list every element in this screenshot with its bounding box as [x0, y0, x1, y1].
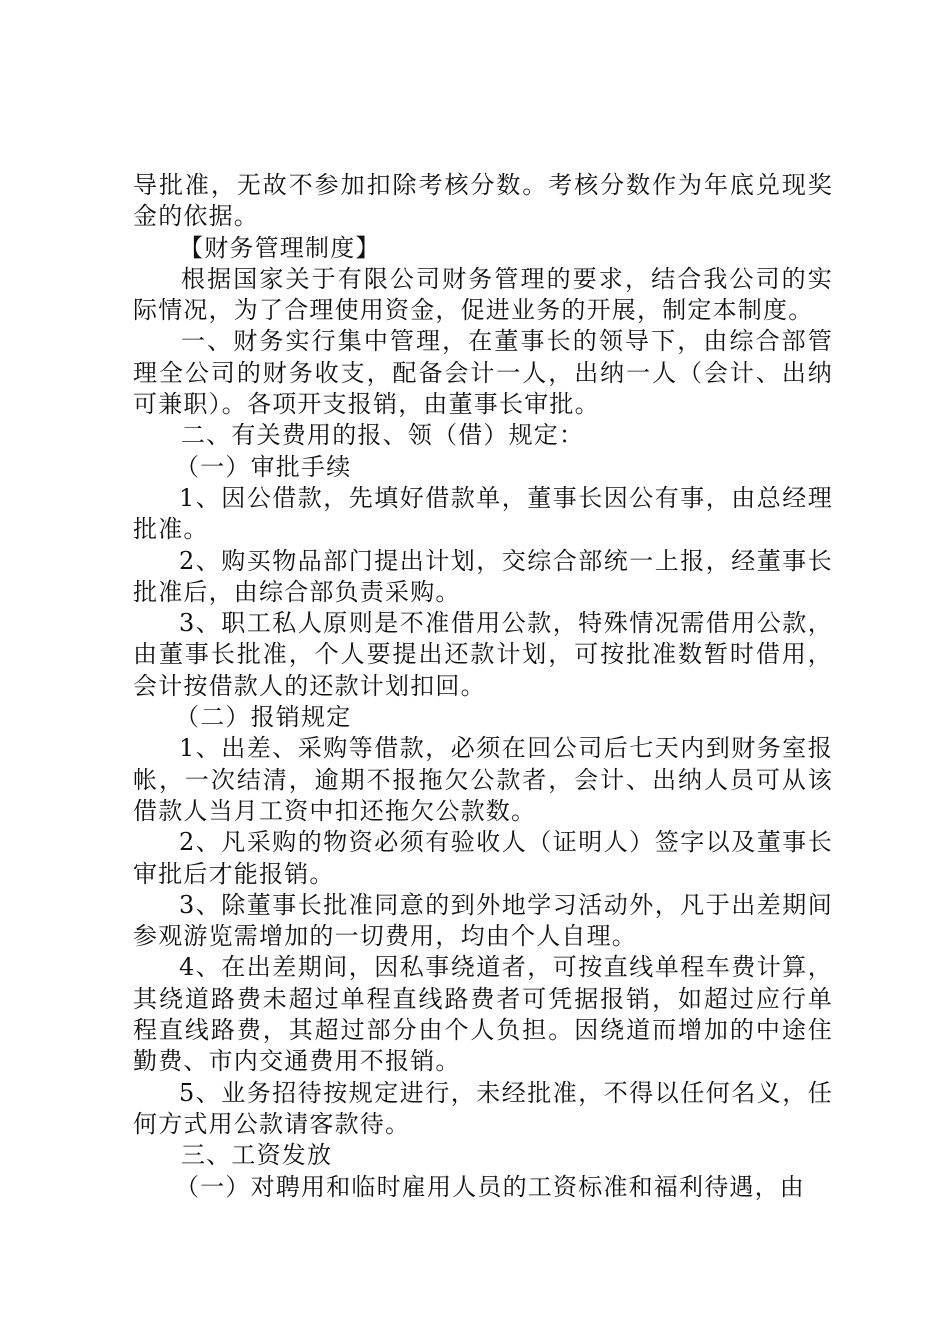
list-item: 3、职工私人原则是不准借用公款，特殊情况需借用公款，由董事长批准，个人要提出还款计划，可按批准数暂时借用，会计按借款人的还款计划扣回。	[133, 609, 833, 700]
paragraph-item-2: 二、有关费用的报、领（借）规定：	[181, 421, 585, 450]
list-item: 2、购买物品部门提出计划，交综合部统一上报，经董事长批准后，由综合部负责采购。	[133, 546, 833, 606]
paragraph-wage-subitem: （一）对聘用和临时雇用人员的工资标准和福利待遇，由	[175, 1172, 805, 1201]
list-item: 2、凡采购的物资必须有验收人（证明人）签字以及董事长审批后才能报销。	[133, 828, 833, 888]
paragraph-intro: 根据国家关于有限公司财务管理的要求，结合我公司的实际情况，为了合理使用资金，促进业务的开展，制定本制度。	[133, 264, 833, 325]
paragraph-continuation: 导批准，无故不参加扣除考核分数。考核分数作为年底兑现奖金的依据。	[133, 171, 833, 231]
list-item: 3、除董事长批准同意的到外地学习活动外，凡于出差期间参观游览需增加的一切费用，均由个人自理。	[133, 890, 833, 951]
document-body	[133, 170, 833, 1203]
subheading-reimbursement-rules: （二）报销规定	[175, 703, 352, 732]
list-item: 1、因公借款，先填好借款单，董事长因公有事，由总经理批准。	[133, 483, 833, 544]
paragraph-item-3: 三、工资发放	[181, 1141, 333, 1170]
paragraph-item-1: 一、财务实行集中管理，在董事长的领导下，由综合部管理全公司的财务收支，配备会计一人，出纳一人（会计、出纳可兼职）。各项开支报销，由董事长审批。	[133, 327, 833, 419]
list-item: 5、业务招待按规定进行，未经批准，不得以任何名义，任何方式用公款请客款待。	[133, 1078, 833, 1138]
subheading-approval-procedure: （一）审批手续	[175, 452, 352, 481]
list-item: 4、在出差期间，因私事绕道者，可按直线单程车费计算，其绕道路费未超过单程直线路费者可凭据报销，如超过应行单程直线路费，其超过部分由个人负担。因绕道而增加的中途住勤费、市内交通费用不报销。	[133, 953, 833, 1076]
section-heading-finance-policy: 【财务管理制度】	[179, 233, 381, 262]
list-item: 1、出差、采购等借款，必须在回公司后七天内到财务室报帐，一次结清，逾期不报拖欠公款者，会计、出纳人员可从该借款人当月工资中扣还拖欠公款数。	[133, 734, 833, 825]
